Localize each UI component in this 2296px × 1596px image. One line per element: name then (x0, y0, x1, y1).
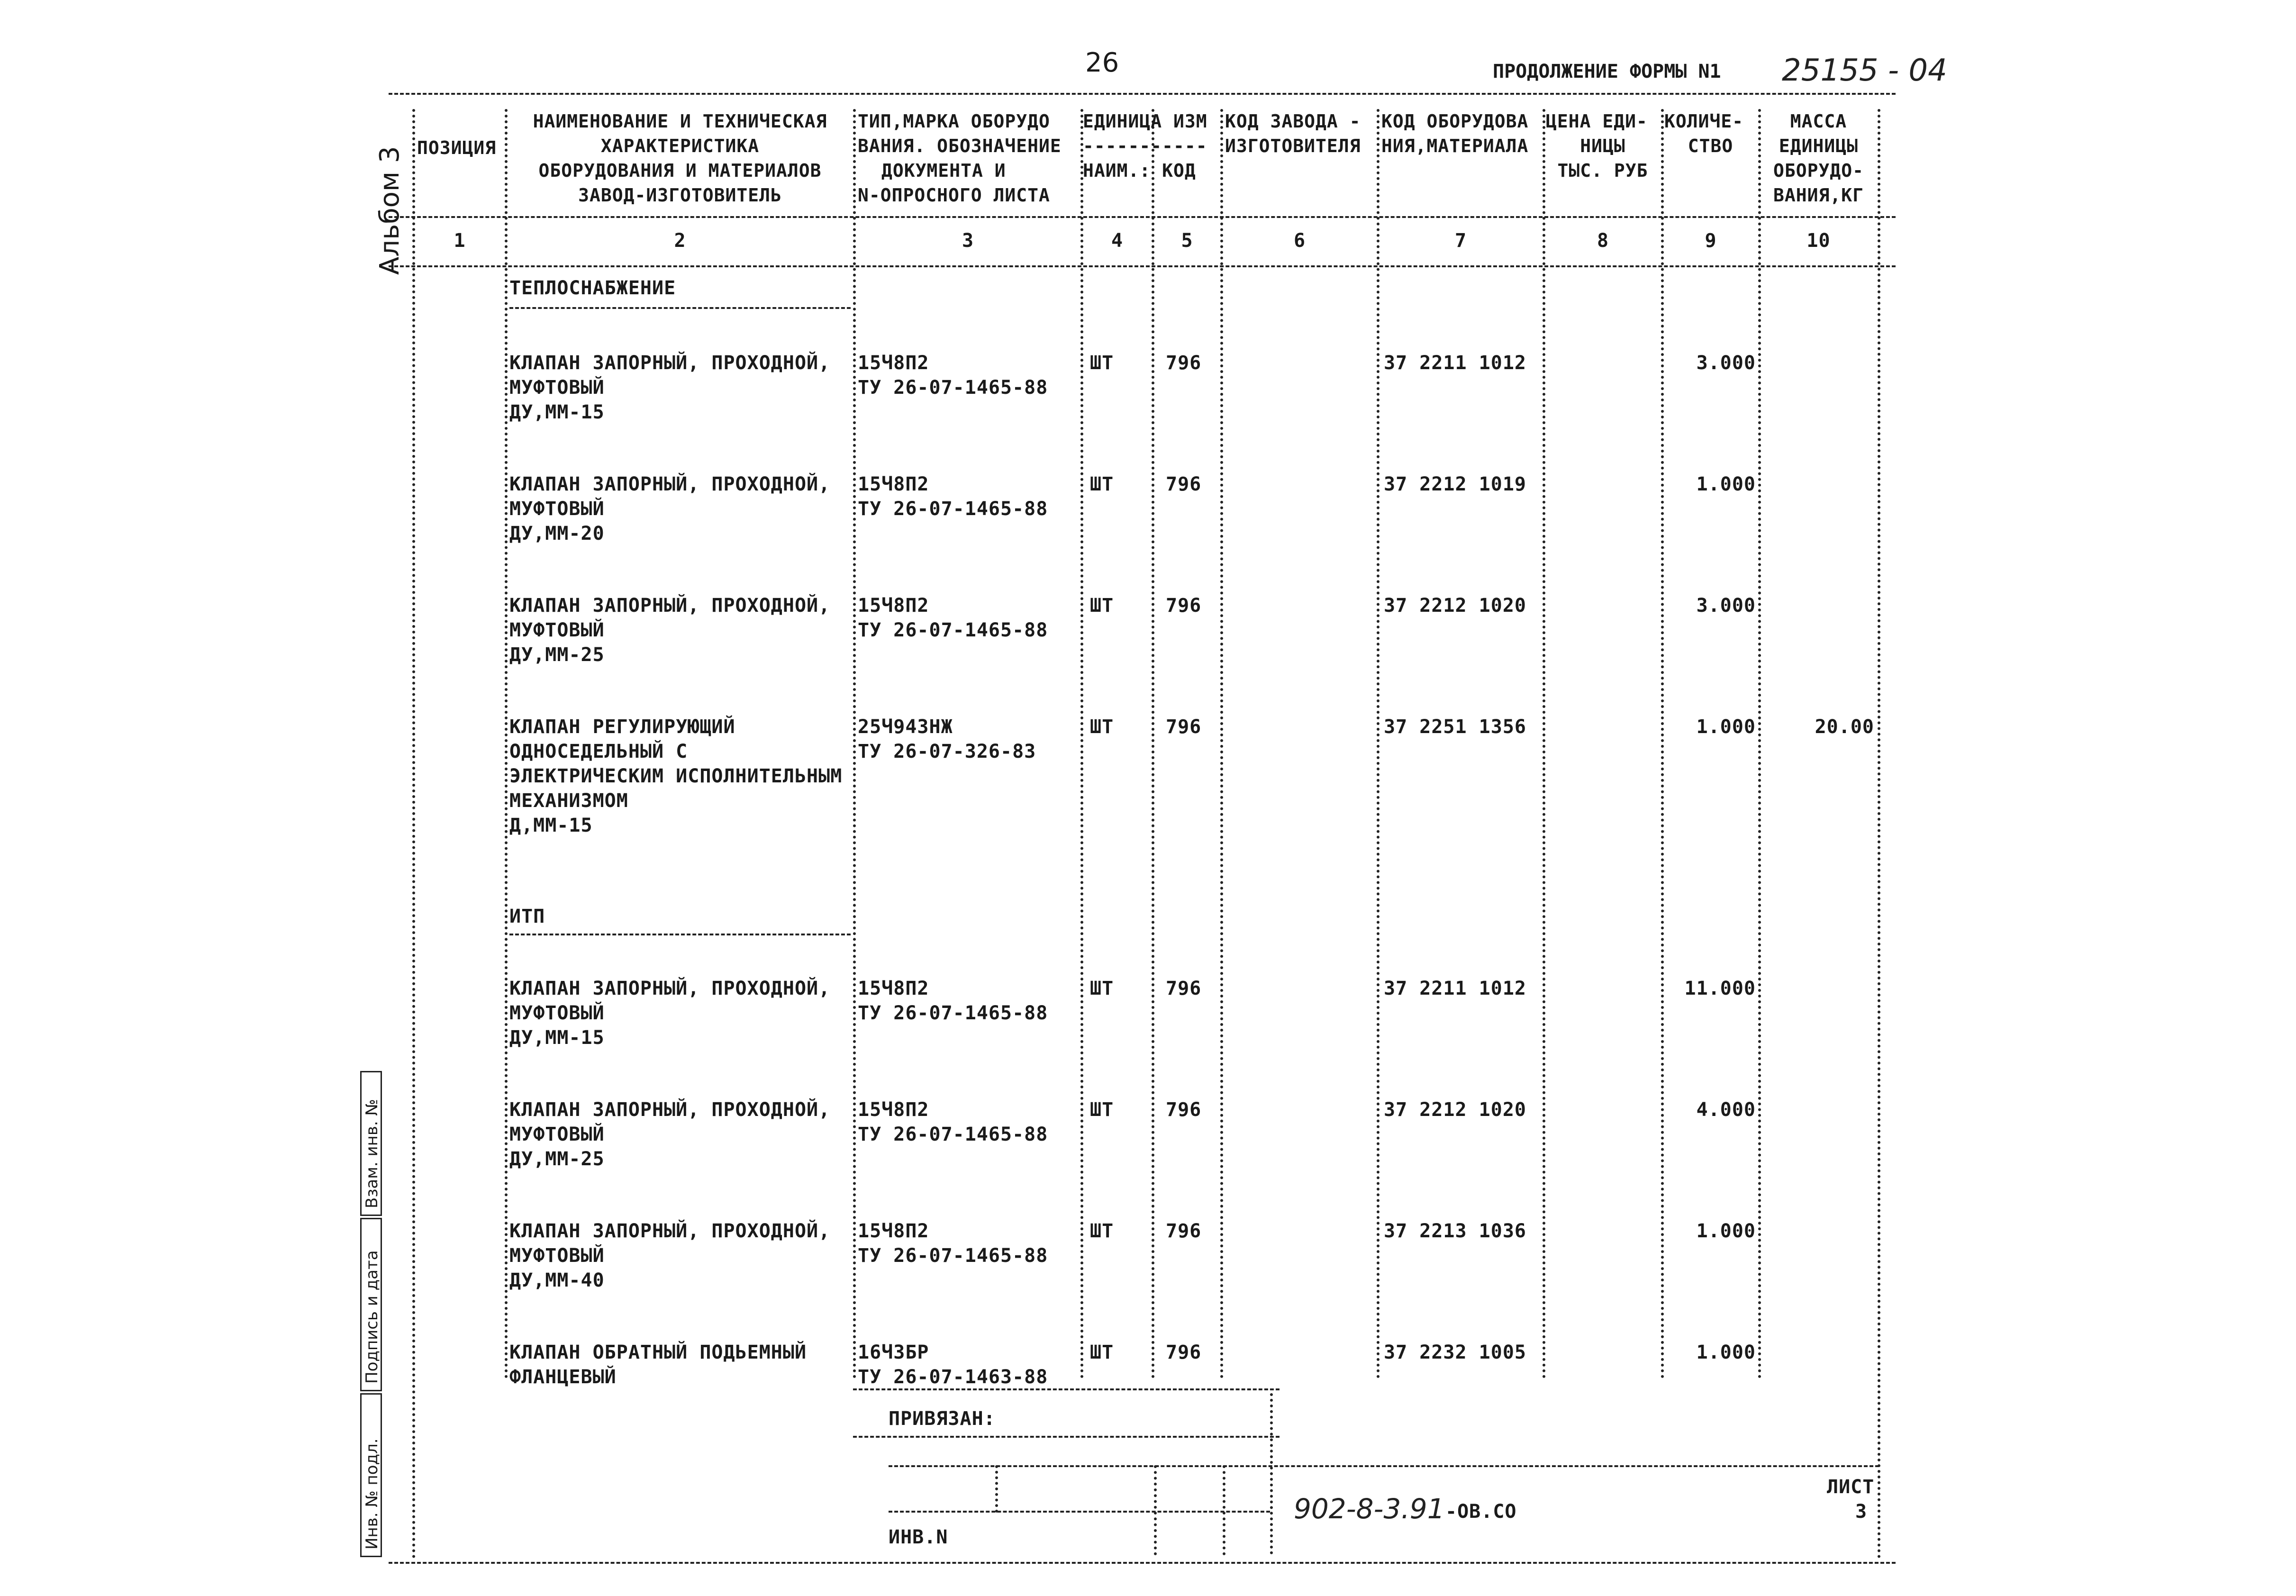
item-name: ДУ,ММ-15 (509, 1027, 605, 1049)
item-type: ТУ 26-07-1465-88 (858, 1245, 1048, 1267)
col-sep-6 (1377, 109, 1379, 1379)
col-sep-5 (1220, 109, 1223, 1379)
header-col1: ПОЗИЦИЯ (417, 137, 497, 158)
col-sep-2 (853, 109, 856, 1379)
item-name: ДУ,ММ-25 (509, 1148, 605, 1170)
item-type: ТУ 26-07-1465-88 (858, 1124, 1048, 1145)
col-sep-1 (505, 109, 508, 1379)
title-block-rule (853, 1436, 1280, 1438)
item-type: 15Ч8П2 (858, 352, 929, 374)
title-block-rule (889, 1465, 1879, 1467)
item-type: 15Ч8П2 (858, 473, 929, 495)
col-sep-10 (1878, 109, 1880, 1559)
inv-number-label: ИНВ.N (889, 1526, 948, 1548)
header-col2-l1: НАИМЕНОВАНИЕ И ТЕХНИЧЕСКАЯ (533, 111, 827, 132)
item-qty: 3.000 (1696, 595, 1756, 617)
item-name: КЛАПАН РЕГУЛИРУЮЩИЙ (509, 716, 735, 738)
stamp-label: Подпись и дата (363, 1250, 381, 1384)
item-qty: 1.000 (1696, 1220, 1756, 1242)
handwritten-doc-ref: 25155 - 04 (1782, 53, 1947, 88)
column-numbers-rule (389, 265, 1896, 267)
header-bottom-rule (389, 216, 1896, 218)
page-number: 26 (1085, 47, 1119, 78)
item-equip-code: 37 2213 1036 (1384, 1220, 1526, 1242)
column-number: 9 (1705, 230, 1717, 252)
item-unit-code: 796 (1166, 978, 1202, 999)
sheet-label: ЛИСТ (1827, 1476, 1875, 1498)
album-label: Альбом 3 (374, 146, 405, 275)
section-underline (509, 934, 851, 935)
item-equip-code: 37 2212 1020 (1384, 595, 1526, 617)
item-unit: ШТ (1090, 716, 1114, 738)
title-block-sep (1270, 1393, 1273, 1554)
privyazan-label: ПРИВЯЗАН: (889, 1408, 996, 1430)
header-col10-l1: МАССА (1790, 111, 1847, 132)
title-block-rule (853, 1388, 1280, 1390)
stamp-label: Взам. инв. № (363, 1099, 381, 1208)
item-type: ТУ 26-07-1465-88 (858, 619, 1048, 641)
item-name: МУФТОВЫЙ (509, 619, 605, 641)
item-name: ДУ,ММ-40 (509, 1270, 605, 1291)
section-underline (509, 307, 851, 309)
title-block-sep (1223, 1465, 1225, 1555)
item-equip-code: 37 2212 1019 (1384, 473, 1526, 495)
item-qty: 1.000 (1696, 473, 1756, 495)
item-unit-code: 796 (1166, 716, 1202, 738)
item-unit-code: 796 (1166, 473, 1202, 495)
item-name: МУФТОВЫЙ (509, 1124, 605, 1145)
header-col6-l2: ИЗГОТОВИТЕЛЯ (1225, 136, 1361, 156)
header-col8-l1: ЦЕНА ЕДИ- (1546, 111, 1648, 132)
item-type: 15Ч8П2 (858, 1099, 929, 1121)
title-block-sep (1154, 1465, 1157, 1555)
item-type: 15Ч8П2 (858, 978, 929, 999)
item-qty: 1.000 (1696, 1342, 1756, 1363)
item-unit-code: 796 (1166, 1220, 1202, 1242)
item-type: ТУ 26-07-1465-88 (858, 1002, 1048, 1024)
header-col7-l1: КОД ОБОРУДОВА (1381, 111, 1529, 132)
column-number: 5 (1181, 230, 1193, 252)
item-name: КЛАПАН ЗАПОРНЫЙ, ПРОХОДНОЙ, (509, 595, 831, 617)
col-sep-4 (1152, 109, 1154, 1379)
item-name: МЕХАНИЗМОМ (509, 790, 628, 812)
item-unit-code: 796 (1166, 1099, 1202, 1121)
item-equip-code: 37 2251 1356 (1384, 716, 1526, 738)
item-name: МУФТОВЫЙ (509, 498, 605, 520)
item-equip-code: 37 2211 1012 (1384, 978, 1526, 999)
col-sep-0 (412, 109, 415, 1559)
sheet-number: 3 (1855, 1501, 1868, 1523)
item-name: ДУ,ММ-25 (509, 644, 605, 666)
col-sep-9 (1758, 109, 1761, 1379)
header-col3-l4: N-ОПРОСНОГО ЛИСТА (858, 185, 1050, 206)
header-col8-l2: НИЦЫ (1580, 136, 1625, 156)
header-col45-l1: ЕДИНИЦА ИЗМ (1083, 111, 1207, 132)
item-unit: ШТ (1090, 473, 1114, 495)
item-name: МУФТОВЫЙ (509, 1002, 605, 1024)
header-col7-l2: НИЯ,МАТЕРИАЛА (1381, 136, 1529, 156)
header-col2-l4: ЗАВОД-ИЗГОТОВИТЕЛЬ (578, 185, 782, 206)
title-block-sep (995, 1465, 998, 1513)
column-number: 2 (674, 230, 686, 252)
item-unit-code: 796 (1166, 352, 1202, 374)
item-unit: ШТ (1090, 1342, 1114, 1363)
item-mass: 20.00 (1815, 716, 1874, 738)
header-col45-l3: НАИМ.: КОД (1083, 160, 1196, 181)
item-type: 25Ч943НЖ (858, 716, 953, 738)
item-type: 15Ч8П2 (858, 1220, 929, 1242)
handwritten-designation: 902-8-3.91 (1294, 1493, 1445, 1525)
item-unit: ШТ (1090, 352, 1114, 374)
column-number: 6 (1293, 230, 1306, 252)
column-number: 4 (1111, 230, 1124, 252)
item-name: ОДНОСЕДЕЛЬНЫЙ С (509, 741, 688, 762)
header-col8-l3: ТЫС. РУБ (1557, 160, 1648, 181)
col-sep-8 (1661, 109, 1664, 1379)
header-col9-l1: КОЛИЧЕ- (1664, 111, 1744, 132)
item-name: Д,ММ-15 (509, 815, 593, 836)
form-continuation-note: ПРОДОЛЖЕНИЕ ФОРМЫ N1 (1493, 61, 1721, 82)
header-col6-l1: КОД ЗАВОДА - (1225, 111, 1361, 132)
designation-suffix: -ОВ.СО (1445, 1501, 1517, 1523)
header-col3-l2: ВАНИЯ. ОБОЗНАЧЕНИЕ (858, 136, 1062, 156)
item-type: ТУ 26-07-1463-88 (858, 1366, 1048, 1388)
table-top-rule (389, 93, 1896, 95)
item-qty: 11.000 (1684, 978, 1756, 999)
item-qty: 4.000 (1696, 1099, 1756, 1121)
item-name: МУФТОВЫЙ (509, 1245, 605, 1267)
item-type: ТУ 26-07-1465-88 (858, 377, 1048, 399)
item-unit: ШТ (1090, 1099, 1114, 1121)
item-type: 15Ч8П2 (858, 595, 929, 617)
title-block-rule (889, 1511, 1270, 1513)
column-number: 10 (1806, 230, 1831, 252)
item-type: 16Ч3БР (858, 1342, 929, 1363)
table-bottom-rule (389, 1562, 1896, 1564)
column-number: 8 (1597, 230, 1609, 252)
header-col9-l2: СТВО (1688, 136, 1733, 156)
item-equip-code: 37 2212 1020 (1384, 1099, 1526, 1121)
item-type: ТУ 26-07-1465-88 (858, 498, 1048, 520)
header-col10-l3: ОБОРУДО- (1773, 160, 1864, 181)
item-unit-code: 796 (1166, 595, 1202, 617)
column-number: 7 (1454, 230, 1467, 252)
item-equip-code: 37 2211 1012 (1384, 352, 1526, 374)
item-unit: ШТ (1090, 978, 1114, 999)
section-title: ТЕПЛОСНАБЖЕНИЕ (509, 277, 676, 299)
column-number: 3 (962, 230, 974, 252)
item-name: ДУ,ММ-15 (509, 401, 605, 423)
item-name: МУФТОВЫЙ (509, 377, 605, 399)
header-col3-l1: ТИП,МАРКА ОБОРУДО (858, 111, 1050, 132)
header-col3-l3: ДОКУМЕНТА И (881, 160, 1006, 181)
item-name: КЛАПАН ОБРАТНЫЙ ПОДЬЕМНЫЙ (509, 1342, 807, 1363)
section-title: ИТП (509, 906, 545, 927)
item-name: КЛАПАН ЗАПОРНЫЙ, ПРОХОДНОЙ, (509, 352, 831, 374)
item-unit-code: 796 (1166, 1342, 1202, 1363)
item-qty: 1.000 (1696, 716, 1756, 738)
col-sep-7 (1543, 109, 1545, 1379)
item-equip-code: 37 2232 1005 (1384, 1342, 1526, 1363)
item-name: КЛАПАН ЗАПОРНЫЙ, ПРОХОДНОЙ, (509, 473, 831, 495)
item-name: ЭЛЕКТРИЧЕСКИМ ИСПОЛНИТЕЛЬНЫМ (509, 765, 843, 787)
item-name: КЛАПАН ЗАПОРНЫЙ, ПРОХОДНОЙ, (509, 1220, 831, 1242)
item-name: КЛАПАН ЗАПОРНЫЙ, ПРОХОДНОЙ, (509, 1099, 831, 1121)
item-type: ТУ 26-07-326-83 (858, 741, 1036, 762)
header-col2-l3: ОБОРУДОВАНИЯ И МАТЕРИАЛОВ (538, 160, 822, 181)
header-col10-l4: ВАНИЯ,КГ (1773, 185, 1864, 206)
column-number: 1 (454, 230, 466, 252)
item-unit: ШТ (1090, 1220, 1114, 1242)
item-qty: 3.000 (1696, 352, 1756, 374)
header-col10-l2: ЕДИНИЦЫ (1779, 136, 1859, 156)
item-unit: ШТ (1090, 595, 1114, 617)
col-sep-3 (1080, 109, 1083, 1379)
header-col2-l2: ХАРАКТЕРИСТИКА (600, 136, 760, 156)
item-name: ФЛАНЦЕВЫЙ (509, 1366, 617, 1388)
header-col45-l2: ----------- (1083, 136, 1207, 156)
item-name: ДУ,ММ-20 (509, 523, 605, 544)
stamp-label: Инв. № подл. (363, 1438, 381, 1550)
item-name: КЛАПАН ЗАПОРНЫЙ, ПРОХОДНОЙ, (509, 978, 831, 999)
